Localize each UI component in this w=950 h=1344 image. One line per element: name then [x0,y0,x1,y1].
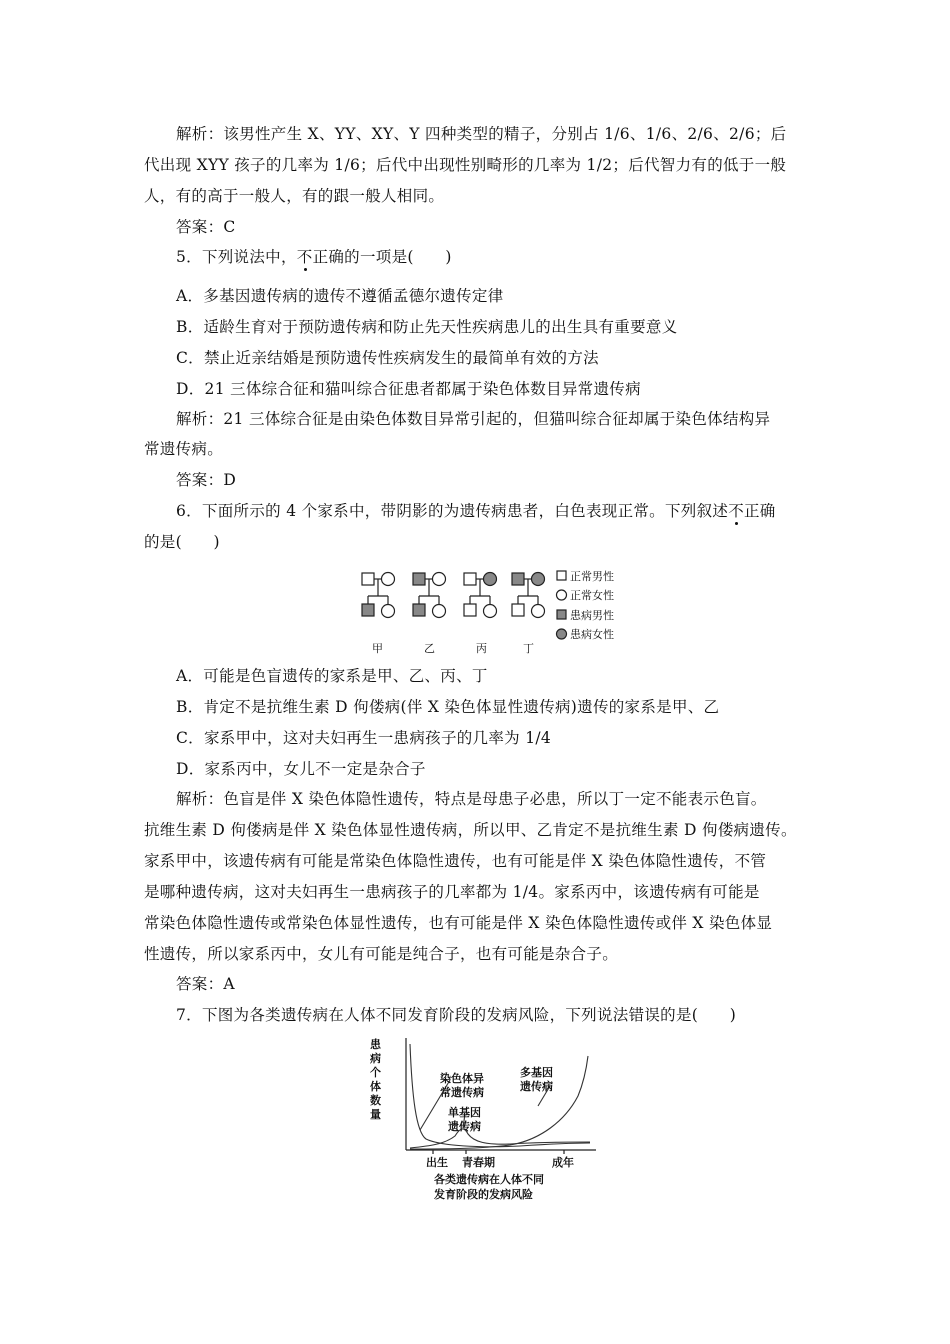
q7-stem: 7．下图为各类遗传病在人体不同发育阶段的发病风险，下列说法错误的是( ) [176,1006,737,1024]
q5-stem-pre: 5．下列说法中， [176,248,297,266]
q4-analysis-line1: 解析：该男性产生 X、YY、XY、Y 四种类型的精子，分别占 1/6、1/6、2/6、2/6；后 [176,125,787,143]
family4-son [512,604,524,616]
family1-mother [382,573,395,586]
q6-stem-pre: 6．下面所示的 4 个家系中，带阴影的为遗传病患者，白色表现正常。下列叙述 [176,502,729,520]
family-label-4: 丁 [523,642,534,655]
legend-affected-male: 患病男性 [570,609,614,622]
family2-father [413,573,425,585]
multi-gene-label-l1: 多基因 [520,1066,553,1079]
chart-xtick-label: 青春期 [462,1156,495,1169]
chromosomal-label-l1: 染色体异 [440,1072,484,1085]
legend-affected-male-icon [557,610,566,619]
family1-father [362,573,374,585]
q6-stem-line2: 的是( ) [144,533,220,551]
chart-xtick-label: 出生 [426,1156,448,1169]
family-label-2: 乙 [424,642,435,655]
chart-xtick-label: 成年 [552,1156,574,1169]
chart-ylabel-char: 个 [370,1066,381,1079]
q6-stem-post: 正确 [744,502,776,520]
pedigree-figure [360,566,632,656]
chromosomal-abnormality-curve [410,1044,590,1147]
chart-ylabel-char: 量 [370,1108,381,1121]
family-label-3: 丙 [476,642,487,655]
q5-analysis-line2: 常遗传病。 [144,440,224,458]
chromosomal-label-l2: 常遗传病 [440,1086,484,1099]
q5-answer: 答案：D [176,471,237,489]
legend-normal-male: 正常男性 [570,570,614,583]
q6-analysis-line2: 抗维生素 D 佝偻病是伴 X 染色体显性遗传病，所以甲、乙肯定不是抗维生素 D 佝偻病遗传。 [144,821,797,839]
family2-daughter [433,605,446,618]
q5-option-a: A．多基因遗传病的遗传不遵循孟德尔遗传定律 [176,287,504,305]
chart-ylabel-char: 患 [370,1038,381,1051]
q6-option-d: D．家系丙中，女儿不一定是杂合子 [176,760,426,778]
chart-ylabel-char: 病 [370,1052,381,1065]
multi-gene-label-l2: 遗传病 [520,1080,553,1093]
q6-stem [176,501,776,521]
q6-answer: 答案：A [176,975,235,993]
q4-analysis-line3: 人，有的高于一般人，有的跟一般人相同。 [144,187,445,205]
legend-normal-female-icon [557,590,567,600]
q5-analysis-line1: 解析：21 三体综合征是由染色体数目异常引起的，但猫叫综合征却属于染色体结构异 [176,410,771,428]
family4-daughter [532,605,545,618]
q6-analysis-line6: 性遗传，所以家系丙中，女儿有可能是纯合子，也有可能是杂合子。 [144,945,619,963]
chart-ylabel-char: 数 [370,1094,381,1107]
q6-analysis-line1: 解析：色盲是伴 X 染色体隐性遗传，特点是母患子必患，所以丁一定不能表示色盲。 [176,790,767,808]
legend-normal-female: 正常女性 [570,589,614,602]
q5-option-b: B．适龄生育对于预防遗传病和防止先天性疾病患儿的出生具有重要意义 [176,318,678,336]
q4-analysis-line2: 代出现 XYY 孩子的几率为 1/6；后代中出现性别畸形的几率为 1/2；后代智力有的低于一般 [144,156,787,174]
family4-mother [532,573,545,586]
single-gene-curve [410,1129,590,1148]
q6-option-b: B．肯定不是抗维生素 D 佝偻病(伴 X 染色体显性遗传病)遗传的家系是甲、乙 [176,698,720,716]
q5-option-c: C．禁止近亲结婚是预防遗传性疾病发生的最简单有效的方法 [176,349,599,367]
family3-father [464,573,476,585]
q5-option-d: D．21 三体综合征和猫叫综合征患者都属于染色体数目异常遗传病 [176,380,641,398]
q6-option-a: A．可能是色盲遗传的家系是甲、乙、丙、丁 [176,667,488,685]
family2-son [413,604,425,616]
chart-title-line2: 发育阶段的发病风险 [434,1188,533,1201]
family4-father [512,573,524,585]
q4-answer: 答案：C [176,218,236,236]
family3-mother [484,573,497,586]
legend-normal-male-icon [557,571,566,580]
family3-daughter [484,605,497,618]
legend-affected-female-icon [557,629,567,639]
q5-stem-emphasis: 不 [296,248,313,266]
single-gene-label-l1: 单基因 [448,1106,481,1119]
single-gene-label-l2: 遗传病 [448,1120,481,1133]
family1-son [362,604,374,616]
risk-chart [370,1036,600,1208]
chart-title-line1: 各类遗传病在人体不同 [434,1173,544,1186]
family1-daughter [382,605,395,618]
family3-son [464,604,476,616]
q5-stem-post: 正确的一项是( ) [312,248,452,266]
q6-option-c: C．家系甲中，这对夫妇再生一患病孩子的几率为 1/4 [176,729,552,747]
legend-affected-female: 患病女性 [570,628,614,641]
q6-analysis-line5: 常染色体隐性遗传或常染色体显性遗传，也有可能是伴 X 染色体隐性遗传或伴 X 染色体显 [144,914,773,932]
family-label-1: 甲 [372,642,383,655]
q6-analysis-line3: 家系甲中，该遗传病有可能是常染色体隐性遗传，也有可能是伴 X 染色体隐性遗传，不管 [144,852,767,870]
chart-ylabel-char: 体 [370,1080,381,1093]
q6-stem-emphasis: 不 [728,502,744,520]
q5-stem [176,247,452,267]
family2-mother [433,573,446,586]
q6-analysis-line4: 是哪种遗传病，这对夫妇再生一患病孩子的几率都为 1/4。家系丙中，该遗传病有可能是 [144,883,760,901]
